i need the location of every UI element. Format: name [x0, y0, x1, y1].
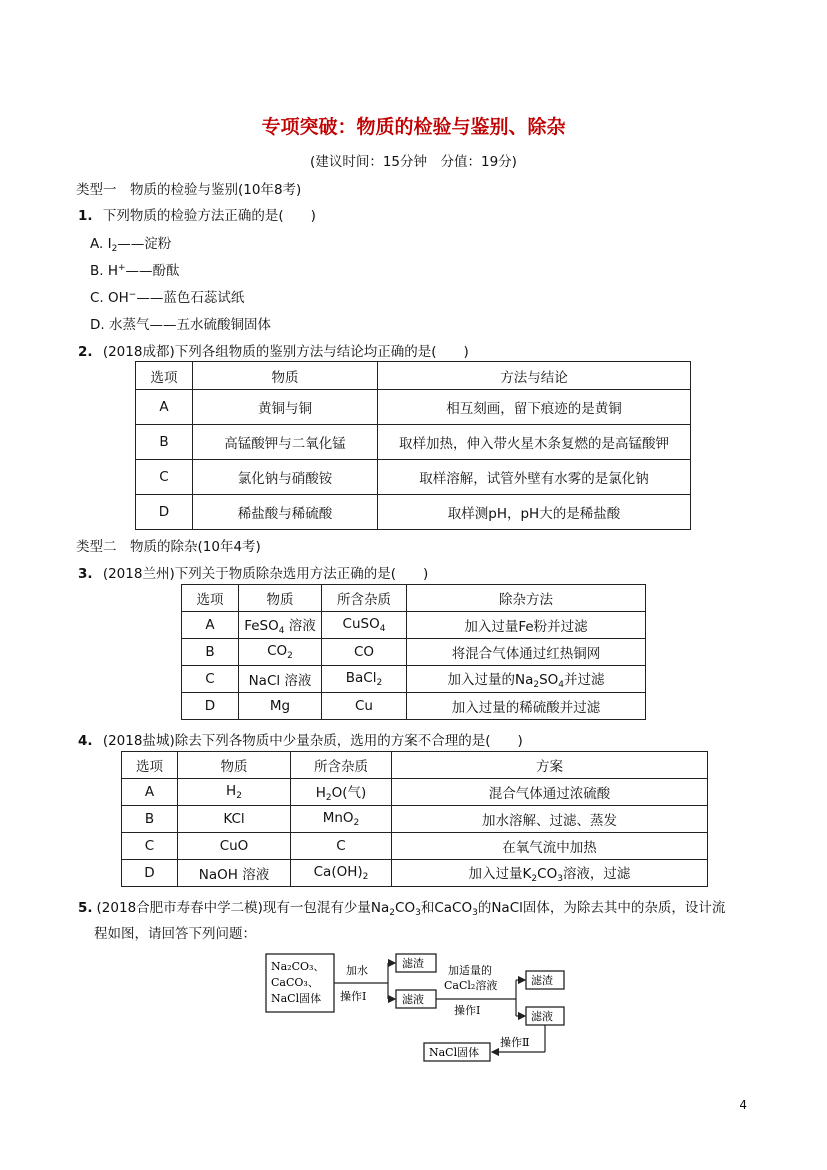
table-row [122, 833, 708, 860]
step3-label: 操作Ⅱ [500, 1036, 530, 1049]
header-cell: 物质 [239, 585, 322, 612]
cell: $CO_2$ [239, 639, 322, 666]
q2-table [135, 361, 691, 530]
option-c: C. OH−——蓝色石蕊试纸 [90, 290, 245, 306]
cell: 加入过量Fe粉并过滤 [407, 612, 646, 639]
start-label-3: NaCl固体 [271, 992, 322, 1005]
step1-top-label: 加水 [346, 964, 368, 977]
cell: CuSO$_4$ [322, 612, 407, 639]
cell: B [182, 639, 239, 666]
cell: B [122, 806, 178, 833]
question-5-line-2: 程如图，请回答下列问题： [94, 926, 256, 942]
option-b: B. H+——酚酞 [90, 263, 180, 279]
cell: $Ca(OH)_2$ [291, 860, 392, 887]
cell: $H_2$ [178, 779, 291, 806]
question-2 [78, 340, 469, 360]
cell: B [136, 425, 193, 460]
step2-label-2: CaCl₂溶液 [444, 979, 498, 992]
question-number: 2. [78, 344, 93, 360]
table-row [136, 460, 691, 495]
table-row [182, 666, 646, 693]
filtrate2-label: 滤液 [531, 1010, 553, 1023]
start-label-1: Na₂CO₃、 [271, 960, 325, 973]
cell: C [122, 833, 178, 860]
cell: 加水溶解、过滤、蒸发 [392, 806, 708, 833]
question-4 [78, 729, 523, 749]
page-subtitle: (建议时间：15分钟 分值：19分) [310, 154, 517, 170]
question-number: 4. [78, 733, 93, 749]
filtrate1-label: 滤液 [402, 993, 424, 1006]
cell: C [136, 460, 193, 495]
cell: 相互刻画，留下痕迹的是黄铜 [378, 390, 691, 425]
cell: 将混合气体通过红热铜网 [407, 639, 646, 666]
residue1-label: 滤渣 [402, 957, 424, 970]
cell: A [136, 390, 193, 425]
header-cell: 物质 [178, 752, 291, 779]
table-row [136, 495, 691, 530]
cell: 混合气体通过浓硫酸 [392, 779, 708, 806]
question-5: 5. (2018合肥市寿春中学二模)现有一包混有少量$Na_2CO_3$和CaCO$_3$的NaCl固体，为除去其中的杂质，设计流 [78, 900, 726, 918]
table-row [122, 806, 708, 833]
cell: 取样加热，伸入带火星木条复燃的是高锰酸钾 [378, 425, 691, 460]
cell: 氯化钠与硝酸铵 [193, 460, 378, 495]
table-row [182, 639, 646, 666]
cell: 加入过量的$Na_2SO_4$并过滤 [407, 666, 646, 693]
question-stem: 下列物质的检验方法正确的是( ) [102, 208, 316, 224]
question-number: 5. [78, 900, 93, 916]
question-stem: (2018成都)下列各组物质的鉴别方法与结论均正确的是( ) [102, 344, 469, 360]
header-cell: 所含杂质 [322, 585, 407, 612]
cell: 高锰酸钾与二氧化锰 [193, 425, 378, 460]
start-label-2: CaCO₃、 [271, 976, 319, 989]
cell: MnO$_2$ [291, 806, 392, 833]
cell: BaCl$_2$ [322, 666, 407, 693]
cell: A [122, 779, 178, 806]
cell: 取样溶解，试管外壁有水雾的是氯化钠 [378, 460, 691, 495]
header-cell: 物质 [193, 362, 378, 390]
cell: NaCl 溶液 [239, 666, 322, 693]
q4-table [121, 751, 708, 887]
cell: 在氧气流中加热 [392, 833, 708, 860]
table-row [122, 860, 708, 887]
flow-diagram [262, 950, 568, 1068]
question-number: 3. [78, 566, 93, 582]
table-row [136, 425, 691, 460]
cell: FeSO$_4$ 溶液 [239, 612, 322, 639]
header-cell: 选项 [182, 585, 239, 612]
cell: 稀盐酸与稀硫酸 [193, 495, 378, 530]
header-cell: 选项 [136, 362, 193, 390]
cell: 黄铜与铜 [193, 390, 378, 425]
header-cell: 所含杂质 [291, 752, 392, 779]
table-row [182, 693, 646, 720]
question-stem: (2018盐城)除去下列各物质中少量杂质，选用的方案不合理的是( ) [102, 733, 523, 749]
option-a: A. $I_2——$淀粉 [90, 236, 172, 254]
cell: Mg [239, 693, 322, 720]
section-heading-2: 类型二 物质的除杂(10年4考) [76, 539, 261, 555]
page-title: 专项突破：物质的检验与鉴别、除杂 [261, 116, 566, 138]
cell: 加入过量$K_2CO_3$溶液，过滤 [392, 860, 708, 887]
header-cell: 除杂方法 [407, 585, 646, 612]
cell: $H_2O$(气) [291, 779, 392, 806]
cell: A [182, 612, 239, 639]
cell: D [122, 860, 178, 887]
question-3 [78, 562, 428, 582]
cell: NaOH 溶液 [178, 860, 291, 887]
residue2-label: 滤渣 [531, 974, 553, 987]
table-row [122, 779, 708, 806]
header-cell: 方法与结论 [378, 362, 691, 390]
page-number: 4 [739, 1098, 747, 1112]
cell: CuO [178, 833, 291, 860]
step2-label-1: 加适量的 [448, 964, 492, 977]
cell: C [182, 666, 239, 693]
product-label: NaCl固体 [429, 1046, 480, 1059]
cell: 加入过量的稀硫酸并过滤 [407, 693, 646, 720]
question-stem: (2018兰州)下列关于物质除杂选用方法正确的是( ) [102, 566, 429, 582]
table-row [182, 612, 646, 639]
question-1 [78, 204, 316, 224]
cell: D [136, 495, 193, 530]
cell: D [182, 693, 239, 720]
header-cell: 选项 [122, 752, 178, 779]
header-cell: 方案 [392, 752, 708, 779]
cell: C [291, 833, 392, 860]
cell: Cu [322, 693, 407, 720]
cell: KCl [178, 806, 291, 833]
step2-label-3: 操作Ⅰ [454, 1004, 481, 1017]
step1-bottom-label: 操作Ⅰ [340, 990, 367, 1003]
table-row [136, 390, 691, 425]
cell: 取样测pH，pH大的是稀盐酸 [378, 495, 691, 530]
option-d: D. 水蒸气——五水硫酸铜固体 [90, 317, 271, 333]
question-number: 1. [78, 208, 93, 224]
cell: CO [322, 639, 407, 666]
section-heading-1: 类型一 物质的检验与鉴别(10年8考) [76, 182, 302, 198]
q3-table [181, 584, 646, 720]
